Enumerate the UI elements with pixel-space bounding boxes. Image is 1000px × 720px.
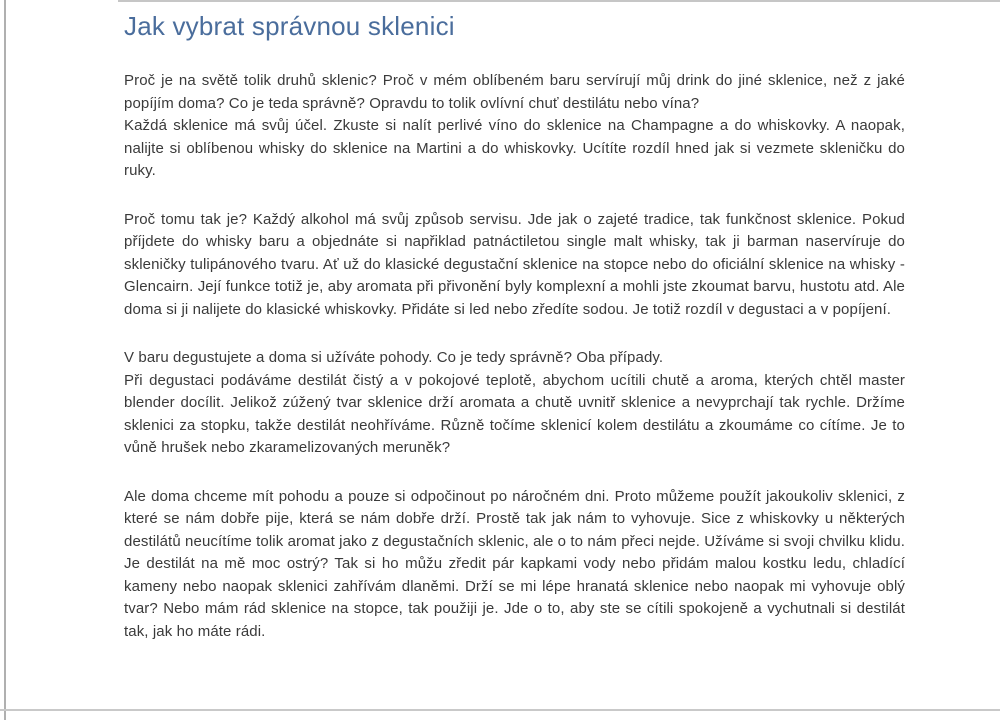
document-content bbox=[124, 8, 905, 643]
paragraph-block bbox=[124, 70, 905, 183]
paragraph-block bbox=[124, 209, 905, 322]
paragraph-text: Při degustaci podáváme destilát čistý a v pokojové teplotě, abychom ucítili chutě a aroma, kterých chtěl master blender docílit. Jelikož zúžený tvar sklenice drží aromata a chutě uvnitř sklenice a nevyprchají tak rychle. Držíme sklenici za stopku, takže destilát neohříváme. Různě točíme sklenicí kolem destilátu a zkoumáme co cítíme. Je to vůně hrušek nebo zkaramelizovaných meruněk? bbox=[124, 371, 905, 456]
page-border-top bbox=[118, 0, 1000, 2]
paragraph-text: Proč je na světě tolik druhů sklenic? Proč v mém oblíbeném baru servírují můj drink do jiné sklenice, než z jaké popíjím doma? Co je teda správně? Opravdu to tolik ovlívní chuť destilátu nebo vína? bbox=[124, 72, 905, 112]
page-border-left bbox=[4, 0, 6, 720]
paragraph-text: Proč tomu tak je? Každý alkohol má svůj způsob servisu. Jde jak o zajeté tradice, tak funkčnost sklenice. Pokud příjdete do whisky baru a objednáte si napřiklad patnáctiletou single malt whisky, tak ji barman naservíruje do skleničky tulipánového tvaru. Ať už do klasické degustační sklenice na stopce nebo do oficiální sklenice na whisky - Glencairn. Její funkce totiž je, aby aromata při přivonění byly komplexní a mohli jste zkoumat barvu, hustotu atd. Ale doma si ji nalijete do klasické whiskovky. Přidáte si led nebo zředíte sodou. Je totiž rozdíl v degustaci a v popíjení. bbox=[124, 210, 905, 318]
paragraph-block bbox=[124, 486, 905, 644]
page-border-bottom bbox=[0, 709, 1000, 711]
paragraph-text: Každá sklenice má svůj účel. Zkuste si nalít perlivé víno do sklenice na Champagne a do whiskovky. A naopak, nalijte si oblíbenou whisky do sklenice na Martini a do whiskovky. Ucítíte rozdíl hned jak si vezmete skleničku do ruky. bbox=[124, 117, 905, 179]
paragraph-text: V baru degustujete a doma si užíváte pohody. Co je tedy správně? Oba případy. bbox=[124, 349, 664, 366]
paragraph-text: Ale doma chceme mít pohodu a pouze si odpočinout po náročném dni. Proto můžeme použít jakoukoliv sklenici, z které se nám dobře pije, která se nám dobře drží. Prostě tak jak nám to vyhovuje. Sice z whiskovky u některých destilátů neucítíme tolik aromat jako z degustačních sklenic, ale o to nám přeci nejde. Užíváme si svoji chvilku klidu. Je destilát na mě moc ostrý? Tak si ho můžu zředit pár kapkami vody nebo přidám malou kostku ledu, chladící kameny nebo naopak sklenici zahřívám dlaněmi. Drží se mi lépe hranatá sklenice nebo naopak mi vyhovuje oblý tvar? Nebo mám rád sklenice na stopce, tak použiji je. Jde o to, aby ste se cítili spokojeně a vychutnali si destilát tak, jak ho máte rádi. bbox=[124, 487, 905, 640]
page-title: Jak vybrat správnou sklenici bbox=[124, 11, 455, 41]
paragraph-block bbox=[124, 347, 905, 460]
